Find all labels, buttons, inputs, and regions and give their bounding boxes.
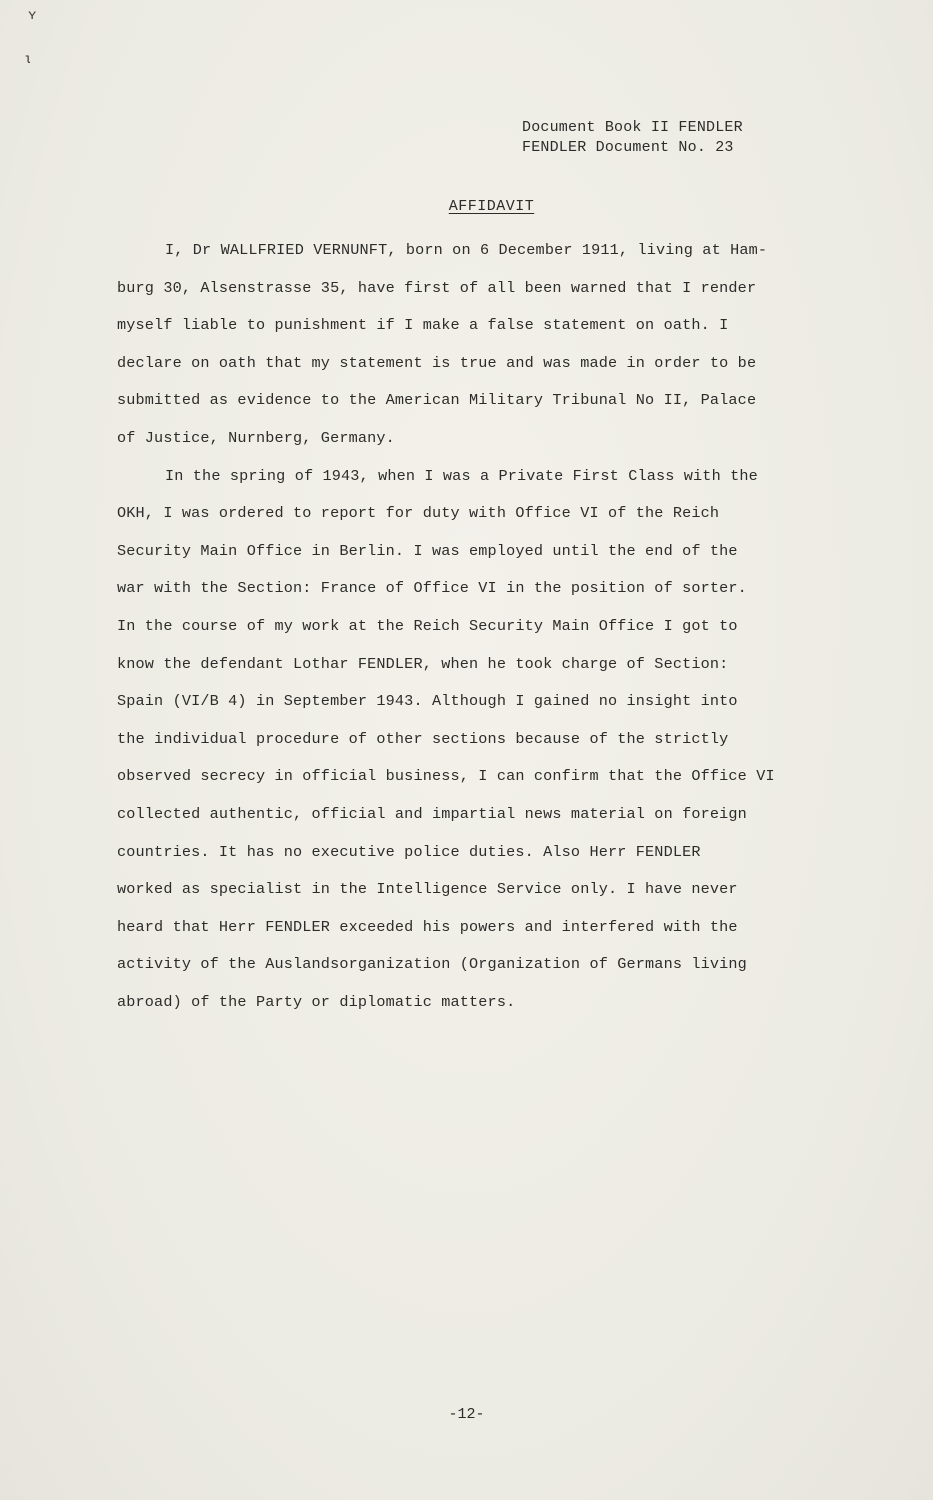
text-line: the individual procedure of other sections because of the strictly: [117, 729, 729, 748]
document-header: [522, 118, 743, 158]
text-line: I, Dr WALLFRIED VERNUNFT, born on 6 December 1911, living at Ham-: [165, 241, 768, 259]
text-line: declare on oath that my statement is true and was made in order to be: [117, 353, 757, 372]
text-line: activity of the Auslandsorganization (Organization of Germans living: [117, 955, 747, 974]
text-line: myself liable to punishment if I make a false statement on oath. I: [117, 316, 729, 335]
text-line: worked as specialist in the Intelligence Service only. I have never: [117, 880, 738, 899]
text-line: Security Main Office in Berlin. I was employed until the end of the: [117, 541, 738, 560]
margin-tick-icon: ɩ: [24, 52, 33, 68]
text-line: collected authentic, official and impartial news material on foreign: [117, 804, 747, 823]
text-line: heard that Herr FENDLER exceeded his powers and interfered with the: [117, 917, 738, 936]
text-line: of Justice, Nurnberg, Germany.: [117, 428, 395, 447]
text-line: In the course of my work at the Reich Security Main Office I got to: [117, 616, 738, 635]
text-line: Spain (VI/B 4) in September 1943. Although I gained no insight into: [117, 692, 738, 711]
text-line: know the defendant Lothar FENDLER, when he took charge of Section:: [117, 654, 729, 673]
text-line: observed secrecy in official business, I can confirm that the Office VI: [117, 767, 775, 786]
text-line: burg 30, Alsenstrasse 35, have first of all been warned that I render: [117, 278, 757, 297]
header-book-reference: Document Book II FENDLER: [522, 119, 743, 136]
document-title: AFFIDAVIT: [448, 198, 535, 215]
text-line: countries. It has no executive police duties. Also Herr FENDLER: [117, 842, 701, 861]
text-line: war with the Section: France of Office VI in the position of sorter.: [117, 579, 747, 598]
paragraph-2: [117, 458, 807, 1022]
text-line: submitted as evidence to the American Military Tribunal No II, Palace: [117, 391, 757, 410]
page-number: -12-: [448, 1406, 485, 1423]
margin-mark-icon: ʏ: [28, 8, 37, 24]
affidavit-body: [117, 232, 807, 1021]
text-line: In the spring of 1943, when I was a Private First Class with the: [165, 466, 758, 485]
text-line: abroad) of the Party or diplomatic matters.: [117, 992, 516, 1011]
paragraph-1: [117, 232, 807, 458]
header-document-number: FENDLER Document No. 23: [522, 139, 734, 156]
text-line: OKH, I was ordered to report for duty with Office VI of the Reich: [117, 504, 720, 523]
